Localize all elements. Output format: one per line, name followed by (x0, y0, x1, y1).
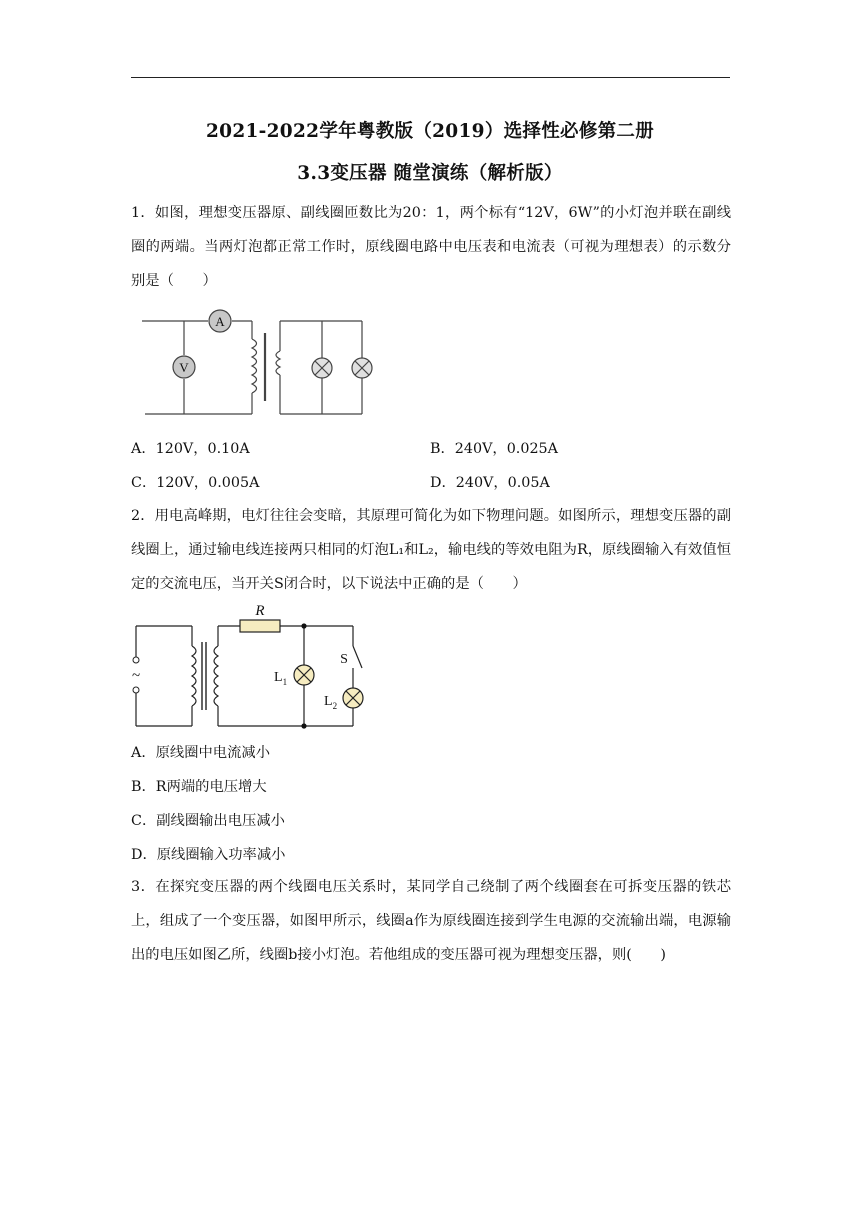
resistor-icon (240, 603, 280, 632)
question-1-text: 1．如图，理想变压器原、副线圈匝数比为20：1，两个标有“12V，6W”的小灯泡并联在副线圈的两端。当两灯泡都正常工作时，原线圈电路中电压表和电流表（可视为理想表）的示数分别是（ ） (131, 205, 731, 289)
q1-option-b: B．240V，0.025A (430, 441, 558, 457)
page-subtitle: 3.3变压器 随堂演练（解析版） (297, 163, 563, 184)
q2-option-a: A．原线圈中电流减小 (131, 745, 270, 761)
svg-text:~: ~ (131, 668, 141, 684)
q2-circuit-diagram (128, 600, 368, 730)
svg-text:R: R (255, 603, 265, 619)
q1-option-a: A．120V，0.10A (131, 441, 250, 457)
q2-option-d: D．原线圈输入功率减小 (131, 847, 286, 863)
page-title: 2021-2022学年粤教版（2019）选择性必修第二册 (205, 121, 655, 142)
lamp-l1-label: $L_1$ (274, 670, 288, 687)
svg-text:V: V (179, 360, 189, 375)
q1-option-d: D．240V，0.05A (430, 475, 550, 491)
ac-source-icon (132, 657, 140, 693)
q1-option-c: C．120V，0.005A (131, 475, 260, 491)
header-rule (131, 77, 730, 78)
q2-option-b: B．R两端的电压增大 (131, 779, 267, 795)
lamp-l2-label: $L_2$ (324, 694, 338, 711)
question-3-text: 3．在探究变压器的两个线圈电压关系时，某同学自己绕制了两个线圈套在可拆变压器的铁芯上，组成了一个变压器，如图甲所示，线圈a作为原线圈连接到学生电源的交流输出端，电源输出的电压如图乙所，线圈b接小灯泡。若他组成的变压器可视为理想变压器，则( ) (131, 879, 731, 963)
switch-label: S (340, 652, 348, 667)
question-2-text: 2．用电高峰期，电灯往往会变暗，其原理可简化为如下物理问题。如图所示，理想变压器的副线圈上，通过输电线连接两只相同的灯泡L₁和L₂，输电线的等效电阻为R，原线圈输入有效值恒定的交流电压，当开关S闭合时，以下说法中正确的是（ ） (131, 508, 731, 592)
voltmeter-icon (173, 356, 195, 378)
q1-circuit-diagram (140, 305, 380, 417)
ammeter-icon (209, 310, 231, 332)
lamp-icon (352, 358, 372, 378)
svg-text:A: A (215, 314, 225, 329)
lamp-icon (312, 358, 332, 378)
q2-option-c: C．副线圈输出电压减小 (131, 813, 285, 829)
lamp-l2-icon (343, 688, 363, 708)
lamp-l1-icon (294, 665, 314, 685)
